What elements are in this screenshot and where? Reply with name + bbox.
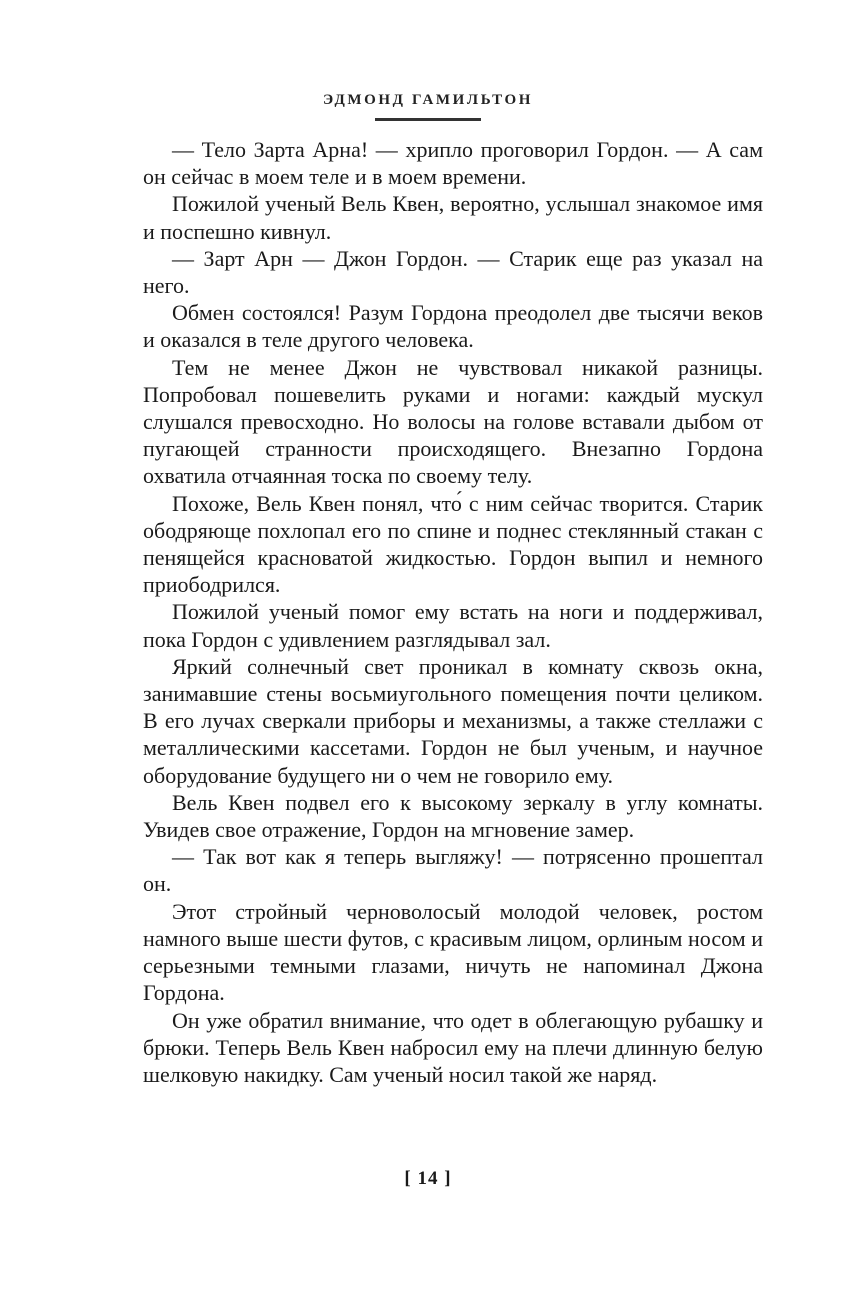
paragraph-11: Этот стройный черноволосый молодой человек, ростом намного выше шести футов, с красивым лицом, орлиным носом и серьезными темными глазами, ничуть не напоминал Джона Гордона. <box>143 898 763 1006</box>
paragraph-7: Пожилой ученый помог ему встать на ноги и поддерживал, пока Гордон с удивлением разглядывал зал. <box>143 599 763 652</box>
paragraph-1: — Тело Зарта Арна! — хрипло проговорил Гордон. — А сам он сейчас в моем теле и в моем времени. <box>143 137 763 190</box>
paragraph-9: Вель Квен подвел его к высокому зеркалу в углу комнаты. Увидев свое отражение, Гордон на мгновение замер. <box>143 789 763 843</box>
running-head-rule <box>375 118 481 121</box>
paragraph-4: Обмен состоялся! Разум Гордона преодолел две тысячи веков и оказался в теле другого человека. <box>143 300 763 353</box>
folio-number: 14 <box>417 1168 439 1189</box>
paragraph-5: Тем не менее Джон не чувствовал никакой разницы. Попробовал пошевелить руками и ногами: каждый мускул слушался превосходно. Но волосы на голове вставали дыбом от пугающей странности происходящего. Внезапно Гордона охватила отчаянная тоска по своему телу. <box>143 354 763 489</box>
paragraph-12: Он уже обратил внимание, что одет в облегающую рубашку и брюки. Теперь Вель Квен набросил ему на плечи длинную белую шелковую накидку. Сам ученый носил такой же наряд. <box>143 1007 763 1087</box>
body-text <box>143 136 763 1088</box>
paragraph-6: Похоже, Вель Квен понял, что́ с ним сейчас творится. Старик ободряюще похлопал его по спине и поднес стеклянный стакан с пенящейся красноватой жидкостью. Гордон выпил и немного приободрился. <box>143 490 763 598</box>
page-number <box>0 1168 856 1190</box>
folio-bracket-open: [ <box>404 1168 412 1189</box>
paragraph-8: Яркий солнечный свет проникал в комнату сквозь окна, занимавшие стены восьмиугольного помещения почти целиком. В его лучах сверкали приборы и механизмы, а также стеллажи с металлическими кассетами. Гордон не был ученым, и научное оборудование будущего ни о чем не говорило ему. <box>143 653 763 788</box>
running-head-author: ЭДМОНД ГАМИЛЬТОН <box>322 92 534 108</box>
paragraph-10: — Так вот как я теперь выгляжу! — потрясенно прошептал он. <box>143 844 763 897</box>
paragraph-3: — Зарт Арн — Джон Гордон. — Старик еще раз указал на него. <box>143 245 763 299</box>
paragraph-2: Пожилой ученый Вель Квен, вероятно, услышал знакомое имя и поспешно кивнул. <box>143 191 763 244</box>
folio-bracket-close: ] <box>444 1168 452 1189</box>
